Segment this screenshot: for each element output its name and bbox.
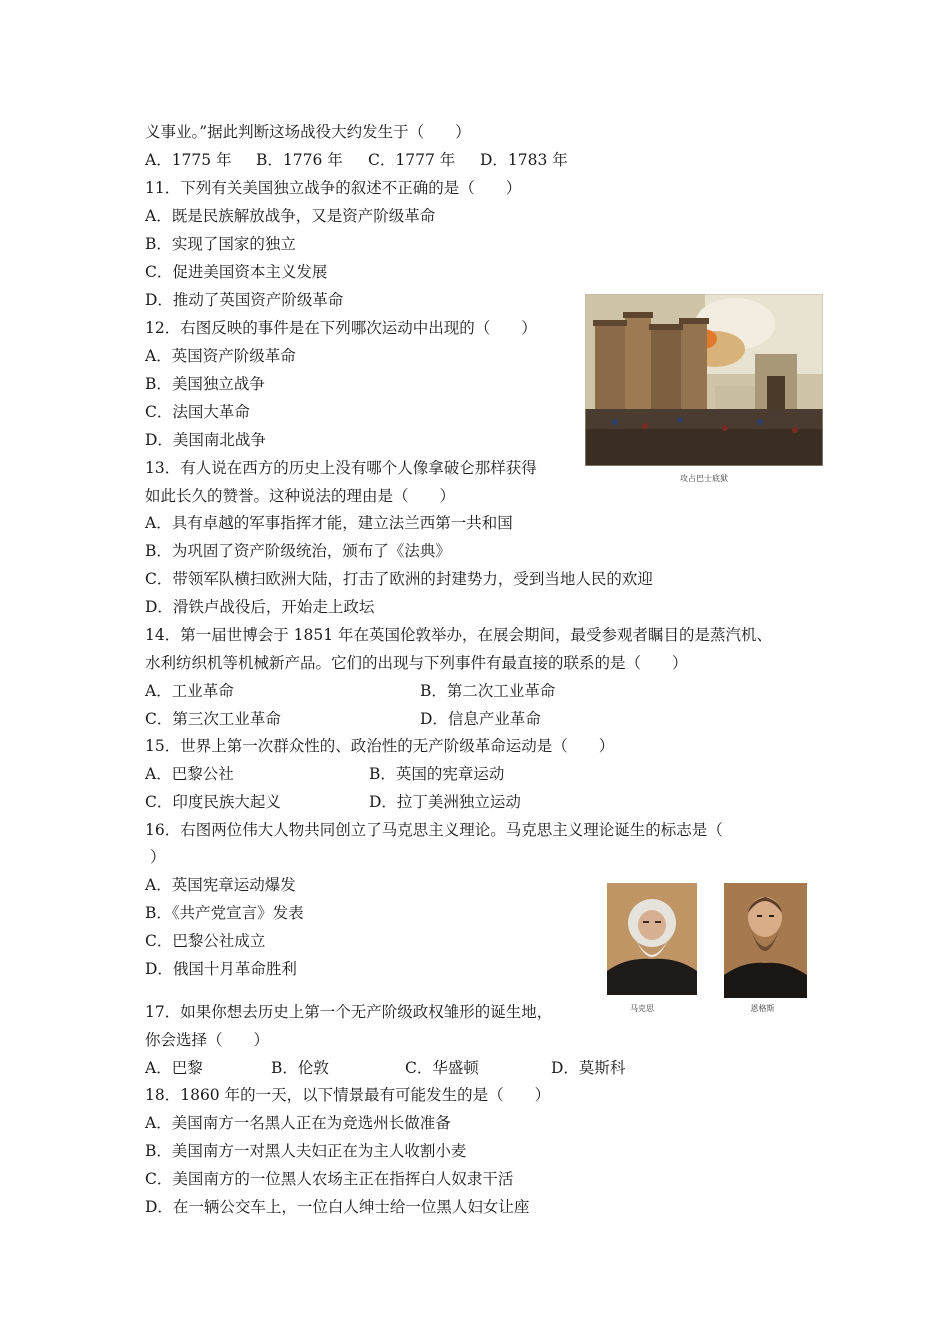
q14-option-a: A．工业革命 [145, 682, 234, 700]
q14-option-c: C．第三次工业革命 [145, 710, 281, 728]
q14-stem-line2: 水利纺织机等机械新产品。它们的出现与下列事件有最直接的联系的是（ ） [145, 654, 688, 672]
q15-option-d: D．拉丁美洲独立运动 [369, 793, 521, 811]
q18-option-a: A．美国南方一名黑人正在为竞选州长做准备 [145, 1114, 451, 1132]
q11-stem: 11．下列有关美国独立战争的叙述不正确的是（ ） [145, 179, 522, 197]
q16-option-a: A．英国宪章运动爆发 [145, 876, 296, 894]
q10-option-d: D．1783 年 [480, 151, 568, 169]
q13-stem-line2: 如此长久的赞誉。这种说法的理由是（ ） [145, 487, 456, 505]
q11-option-b: B．实现了国家的独立 [145, 235, 296, 253]
q13-option-a: A．具有卓越的军事指挥才能，建立法兰西第一共和国 [145, 514, 513, 532]
q18-option-c: C．美国南方的一位黑人农场主正在指挥白人奴隶干活 [145, 1170, 514, 1188]
q10-text-tail: 义事业。”据此判断这场战役大约发生于（ ） [145, 123, 471, 141]
q18-option-d: D．在一辆公交车上，一位白人绅士给一位黑人妇女让座 [145, 1198, 530, 1216]
q16-stem-line2: ） [150, 848, 166, 866]
engels-portrait [724, 883, 807, 998]
q15-option-b: B．英国的宪章运动 [369, 765, 505, 783]
q13-option-c: C．带领军队横扫欧洲大陆，打击了欧洲的封建势力，受到当地人民的欢迎 [145, 570, 653, 588]
q17-option-b: B．伦敦 [271, 1059, 329, 1077]
q14-stem-line1: 14．第一届世博会于 1851 年在英国伦敦举办，在展会期间，最受参观者瞩目的是蒸汽机、 [145, 626, 773, 644]
q12-option-d: D．美国南北战争 [145, 431, 266, 449]
q18-option-b: B．美国南方一对黑人夫妇正在为主人收割小麦 [145, 1142, 467, 1160]
q17-stem-line1: 17．如果你想去历史上第一个无产阶级政权雏形的诞生地， [145, 1003, 553, 1021]
bastille-image [585, 294, 823, 466]
q11-option-a: A．既是民族解放战争，又是资产阶级革命 [145, 207, 436, 225]
q13-option-b: B．为巩固了资产阶级统治，颁布了《法典》 [145, 542, 451, 560]
engels-caption: 恩格斯 [750, 1004, 775, 1013]
q17-stem-line2: 你会选择（ ） [145, 1031, 270, 1049]
q12-option-c: C．法国大革命 [145, 403, 250, 421]
q11-option-c: C．促进美国资本主义发展 [145, 263, 328, 281]
q14-option-b: B．第二次工业革命 [420, 682, 556, 700]
q10-option-b: B．1776 年 [256, 151, 343, 169]
q17-option-d: D．莫斯科 [551, 1059, 626, 1077]
q18-stem: 18．1860 年的一天，以下情景最有可能发生的是（ ） [145, 1086, 551, 1104]
marx-portrait [607, 883, 697, 995]
marx-caption: 马克思 [630, 1004, 654, 1013]
q10-option-c: C．1777 年 [368, 151, 456, 169]
q15-option-c: C．印度民族大起义 [145, 793, 281, 811]
q11-option-d: D．推动了英国资产阶级革命 [145, 291, 344, 309]
q16-option-c: C．巴黎公社成立 [145, 932, 266, 950]
q12-stem: 12．右图反映的事件是在下列哪次运动中出现的（ ） [145, 319, 537, 337]
q13-stem-line1: 13．有人说在西方的历史上没有哪个人像拿破仑那样获得 [145, 459, 537, 477]
q17-option-a: A．巴黎 [145, 1059, 203, 1077]
q16-option-b: B．《共产党宣言》发表 [145, 904, 304, 922]
q16-stem-line1: 16．右图两位伟大人物共同创立了马克思主义理论。马克思主义理论诞生的标志是（ [145, 821, 723, 839]
q10-option-a: A．1775 年 [145, 151, 232, 169]
q13-option-d: D．滑铁卢战役后，开始走上政坛 [145, 598, 375, 616]
q15-option-a: A．巴黎公社 [145, 765, 234, 783]
q17-option-c: C．华盛顿 [405, 1059, 479, 1077]
q12-option-b: B．美国独立战争 [145, 375, 265, 393]
q14-option-d: D．信息产业革命 [420, 710, 541, 728]
bastille-caption: 攻占巴士底狱 [680, 474, 728, 483]
q15-stem: 15．世界上第一次群众性的、政治性的无产阶级革命运动是（ ） [145, 737, 615, 755]
q12-option-a: A．英国资产阶级革命 [145, 347, 296, 365]
q16-option-d: D．俄国十月革命胜利 [145, 960, 297, 978]
